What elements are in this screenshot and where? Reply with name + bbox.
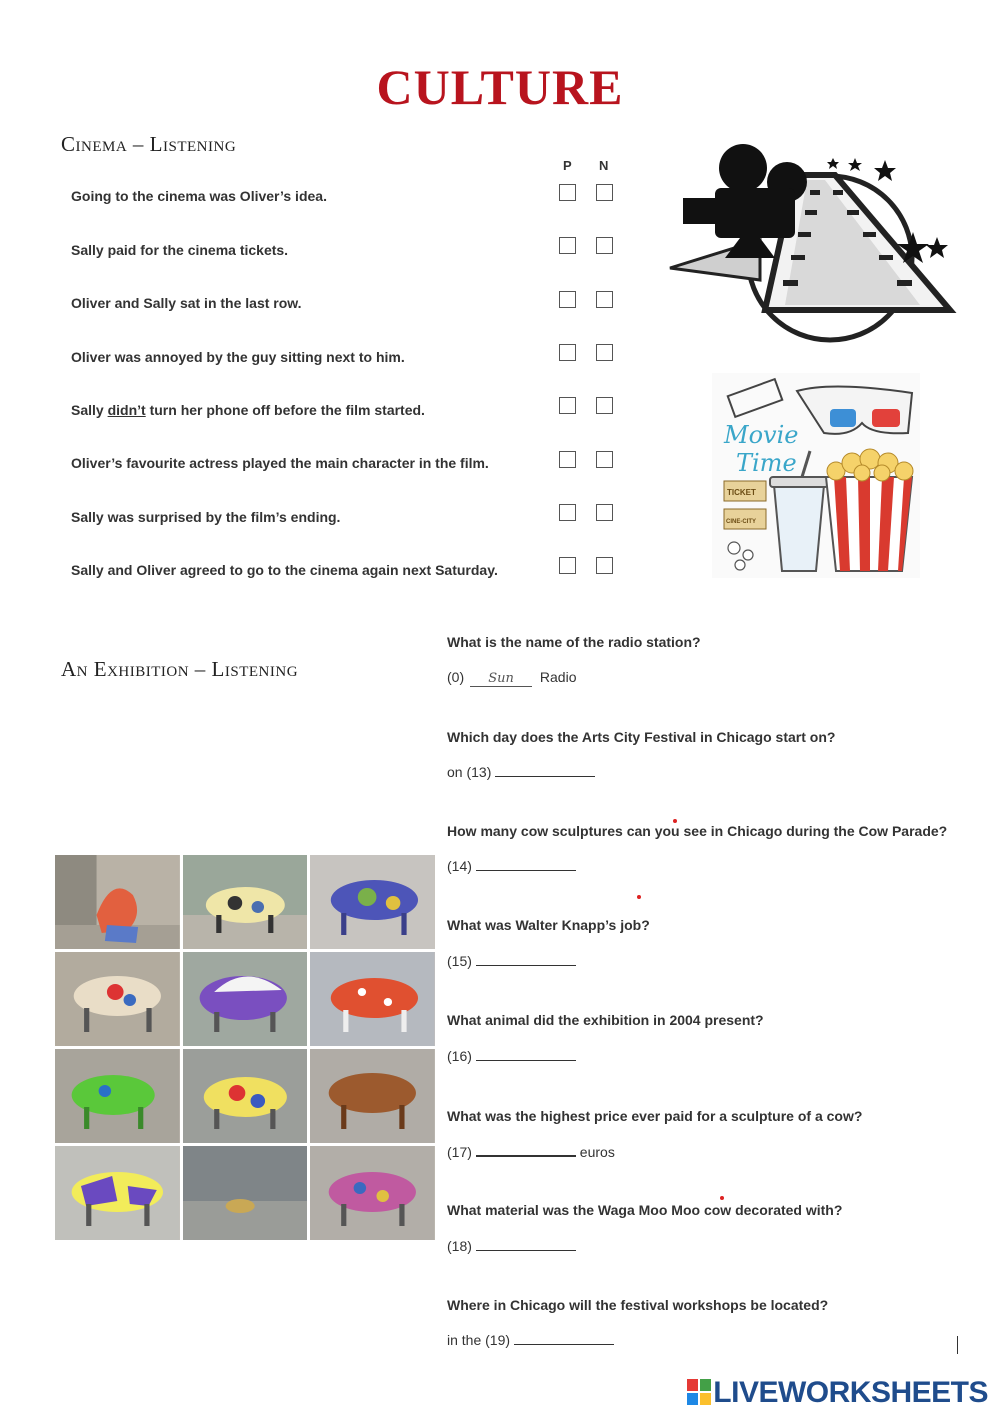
cow-photo xyxy=(55,1146,180,1240)
cow-photo xyxy=(310,1146,435,1240)
question-14: How many cow sculptures can you see in Chicago during the Cow Parade? xyxy=(447,823,948,839)
answer-13-input[interactable] xyxy=(495,764,595,777)
page-title: CULTURE xyxy=(376,59,624,115)
answer-19-row xyxy=(447,1332,614,1348)
answer-13-row xyxy=(447,764,595,780)
cow-photo xyxy=(55,855,180,949)
answer-19-label: in the (19) xyxy=(447,1332,511,1348)
question-13: Which day does the Arts City Festival in Chicago start on? xyxy=(447,729,836,745)
answer-18-label: (18) xyxy=(447,1238,472,1254)
checkbox-n-2[interactable] xyxy=(596,237,613,254)
statement-5-underlined: didn’t xyxy=(107,402,146,418)
answer-17-row xyxy=(447,1143,615,1160)
answer-0-example: Sun xyxy=(470,671,532,687)
liveworksheets-logo xyxy=(687,1376,988,1410)
question-15: What was Walter Knapp’s job? xyxy=(447,917,650,933)
checkbox-n-6[interactable] xyxy=(596,451,613,468)
answer-16-label: (16) xyxy=(447,1048,472,1064)
red-mark xyxy=(720,1196,724,1200)
question-17: What was the highest price ever paid for a sculpture of a cow? xyxy=(447,1108,863,1124)
checkbox-p-3[interactable] xyxy=(559,291,576,308)
answer-14-label: (14) xyxy=(447,858,472,874)
answer-14-input[interactable] xyxy=(476,858,576,871)
answer-16-input[interactable] xyxy=(476,1048,576,1061)
statement-4: Oliver was annoyed by the guy sitting next to him. xyxy=(71,349,405,365)
question-16: What animal did the exhibition in 2004 present? xyxy=(447,1012,764,1028)
answer-0-row xyxy=(447,669,577,687)
statement-5-start: Sally xyxy=(71,402,108,418)
question-18: What material was the Waga Moo Moo cow decorated with? xyxy=(447,1202,843,1218)
statement-7: Sally was surprised by the film’s ending. xyxy=(71,509,341,525)
checkbox-n-3[interactable] xyxy=(596,291,613,308)
checkbox-n-7[interactable] xyxy=(596,504,613,521)
question-0: What is the name of the radio station? xyxy=(447,634,701,650)
statement-5 xyxy=(71,402,425,418)
answer-15-input[interactable] xyxy=(476,953,576,966)
ticket-label-1: TICKET xyxy=(727,488,756,497)
answer-17-label: (17) xyxy=(447,1144,472,1160)
answer-18-row xyxy=(447,1238,576,1254)
cow-parade-photo-grid xyxy=(55,855,435,1240)
answer-14-row xyxy=(447,858,576,874)
movie-time-illustration xyxy=(712,373,920,578)
checkbox-p-4[interactable] xyxy=(559,344,576,361)
answer-15-label: (15) xyxy=(447,953,472,969)
question-19: Where in Chicago will the festival workshops be located? xyxy=(447,1297,829,1313)
cow-photo xyxy=(183,952,308,1046)
answer-17-input[interactable] xyxy=(476,1143,576,1157)
red-mark xyxy=(673,819,677,823)
checkbox-p-8[interactable] xyxy=(559,557,576,574)
liveworksheets-logo-icon xyxy=(687,1379,711,1405)
answer-13-label: on (13) xyxy=(447,764,492,780)
answer-15-row xyxy=(447,953,576,969)
column-p-label: P xyxy=(563,158,572,173)
ticket-label-2: CINE-CITY xyxy=(726,519,756,525)
statement-1: Going to the cinema was Oliver’s idea. xyxy=(71,188,327,204)
statement-5-end: turn her phone off before the film started. xyxy=(145,402,425,418)
cow-photo xyxy=(310,952,435,1046)
answer-0-suffix: Radio xyxy=(539,669,577,685)
answer-18-input[interactable] xyxy=(476,1238,576,1251)
column-n-label: N xyxy=(599,158,609,173)
answer-0-label: (0) xyxy=(447,669,465,685)
checkbox-n-4[interactable] xyxy=(596,344,613,361)
text-cursor xyxy=(957,1336,958,1354)
answer-16-row xyxy=(447,1048,576,1064)
cow-photo xyxy=(183,855,308,949)
cow-photo xyxy=(183,1146,308,1240)
answer-19-input[interactable] xyxy=(514,1332,614,1345)
cow-photo xyxy=(310,1049,435,1143)
checkbox-p-7[interactable] xyxy=(559,504,576,521)
statement-6: Oliver’s favourite actress played the main character in the film. xyxy=(71,455,489,471)
checkbox-n-8[interactable] xyxy=(596,557,613,574)
checkbox-p-2[interactable] xyxy=(559,237,576,254)
film-camera-illustration xyxy=(665,140,960,345)
answer-17-suffix: euros xyxy=(579,1144,615,1160)
checkbox-n-1[interactable] xyxy=(596,184,613,201)
cow-photo xyxy=(183,1049,308,1143)
cow-photo xyxy=(55,1049,180,1143)
checkbox-p-6[interactable] xyxy=(559,451,576,468)
statement-3: Oliver and Sally sat in the last row. xyxy=(71,295,302,311)
statement-2: Sally paid for the cinema tickets. xyxy=(71,242,289,258)
checkbox-p-5[interactable] xyxy=(559,397,576,414)
logo-text: LIVEWORKSHEETS xyxy=(713,1376,988,1409)
time-text: Time xyxy=(736,449,797,477)
movie-text: Movie xyxy=(724,421,799,449)
checkbox-n-5[interactable] xyxy=(596,397,613,414)
cinema-heading: Cinema – Listening xyxy=(61,132,237,156)
checkbox-p-1[interactable] xyxy=(559,184,576,201)
exhibition-heading: An Exhibition – Listening xyxy=(61,657,299,681)
cow-photo xyxy=(310,855,435,949)
red-mark xyxy=(637,895,641,899)
cow-photo xyxy=(55,952,180,1046)
statement-8: Sally and Oliver agreed to go to the cinema again next Saturday. xyxy=(71,562,498,578)
